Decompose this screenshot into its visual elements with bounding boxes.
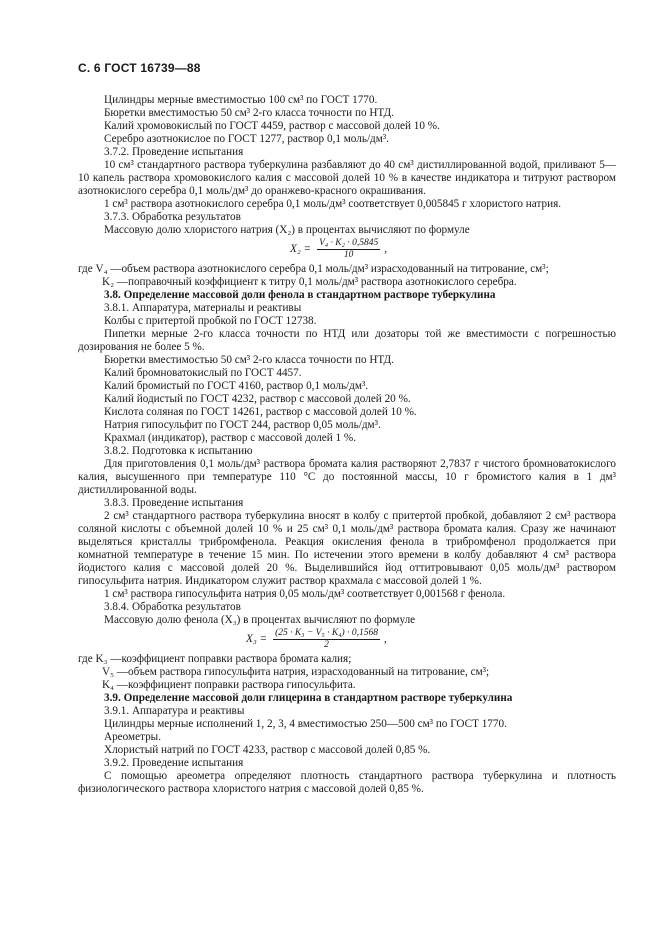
where-text: коэффициент поправки раствора гипосульфита. [127,679,356,691]
where-item [78,679,616,692]
formula-comma: , [384,243,387,255]
formula-numerator: (25 · K₃ − V₅ · K₄) · 0,1568 [275,628,378,638]
section-title: 3.9. Определение массовой доли глицерина в стандартном растворе туберкулина [104,692,513,704]
formula-lhs: X₃ = [246,633,268,645]
paragraph: Цилиндры мерные исполнений 1, 2, 3, 4 вместимостью 250—500 см³ по ГОСТ 1770. [104,718,507,730]
where-text: объем раствора гипосульфита натрия, израсходованный на титрование, см³; [127,666,490,678]
where-label: K₄ — [102,679,128,691]
paragraph: Калий бромистый по ГОСТ 4160, раствор 0,1 моль/дм³. [104,380,369,392]
where-item [78,653,616,666]
paragraph: С помощью ареометра определяют плотность стандартного раствора туберкулина и плотность физиологического раствора хлористого натрия с массовой долей 0,85 %. [78,770,616,795]
where-label: K₂ — [102,276,128,288]
section-heading: 3.8.3. Проведение испытания [104,497,244,509]
paragraph: Массовую долю хлористого натрия (X₂) в процентах вычисляют по формуле [104,224,470,236]
where-item [78,263,616,276]
paragraph: Ареометры. [104,731,161,743]
paragraph: Хлористый натрий по ГОСТ 4233, раствор с массовой долей 0,85 %. [104,744,431,756]
paragraph: Пипетки мерные 2-го класса точности по НТД или дозаторы той же вместимости с погрешностью дозирования не более 5 %. [78,328,616,353]
formula-fraction [317,238,380,261]
section-heading: 3.8.2. Подготовка к испытанию [104,445,253,457]
formula-denominator: 2 [324,640,329,650]
formula-numerator: V₄ · K₂ · 0,5845 [319,238,379,248]
where-label: V₅ — [102,666,128,678]
paragraph: 2 см³ стандартного раствора туберкулина вносят в колбу с притертой пробкой, добавляют 2 см³ раствора соляной кислоты с объемной долей 10 % и 25 см³ 0,1 моль/дм³ раствора бромата калия. Сразу же начинают выделяться кристаллы трибромфенола. Реакция окисления фенола в трибромфенол продолжается при комнатной температуре в течение 15 мин. По истечении этого времени в колбу добавляют 4 см³ раствора йодистого калия с массовой долей 20 %. Выделившийся йод оттитровывают 0,05 моль/дм³ раствором гипосульфита натрия. Индикатором служит раствор крахмала с массовой долей 1 %. [78,510,616,587]
paragraph: Натрия гипосульфит по ГОСТ 244, раствор 0,05 моль/дм³. [104,419,381,431]
where-text: поправочный коэффициент к титру 0,1 моль/дм³ раствора азотнокислого серебра. [127,276,517,288]
where-label: где K₃ — [78,653,122,665]
section-heading: 3.7.3. Обработка результатов [104,211,241,223]
section-heading: 3.9.2. Проведение испытания [104,757,244,769]
section-heading: 3.7.2. Проведение испытания [104,146,244,158]
formula-x3 [78,628,616,651]
section-title: 3.8. Определение массовой доли фенола в стандартном растворе туберкулина [104,289,496,301]
section-heading: 3.8.1. Аппаратура, материалы и реактивы [104,302,302,314]
section-heading: 3.8.4. Обработка результатов [104,601,241,613]
formula-x2 [78,238,616,261]
section-heading: 3.9.1. Аппаратура и реактивы [104,705,245,717]
where-text: объем раствора азотнокислого серебра 0,1 моль/дм³ израсходованный на титрование, см³; [121,263,549,275]
paragraph: Для приготовления 0,1 моль/дм³ раствора бромата калия растворяют 2,7837 г чистого бромноватокислого калия, высушенного при температуре 110 °С до постоянной массы, 10 г бромистого калия в 1 дм³ дистиллированной воды. [78,458,616,496]
paragraph: 10 см³ стандартного раствора туберкулина разбавляют до 40 см³ дистиллированной водой, приливают 5—10 капель раствора хромовокислого калия с массовой долей 10 % в качестве индикатора и титруют раствором азотнокислого серебра 0,1 моль/дм³ до оранжево-красного окрашивания. [78,159,616,197]
where-item [78,666,616,679]
paragraph: Массовую долю фенола (X₃) в процентах вычисляют по формуле [104,614,416,626]
paragraph: Цилиндры мерные вместимостью 100 см³ по ГОСТ 1770. [104,94,378,106]
paragraph: Калий бромноватокислый по ГОСТ 4457. [104,367,302,379]
document-body [78,94,616,796]
paragraph: 1 см³ раствора азотнокислого серебра 0,1 моль/дм³ соответствует 0,005845 г хлористого натрия. [104,198,562,210]
paragraph: Бюретки вместимостью 50 см³ 2-го класса точности по НТД. [104,107,394,119]
formula-lhs: X₂ = [290,243,312,255]
paragraph: 1 см³ раствора гипосульфита натрия 0,05 моль/дм³ соответствует 0,001568 г фенола. [104,588,506,600]
formula-comma: , [383,633,387,645]
paragraph: Калий хромовокислый по ГОСТ 4459, раствор с массовой долей 10 %. [104,120,440,132]
formula-denominator: 10 [343,250,354,260]
paragraph: Бюретки вместимостью 50 см³ 2-го класса точности по НТД. [104,354,394,366]
paragraph: Калий йодистый по ГОСТ 4232, раствор с массовой долей 20 %. [104,393,411,405]
paragraph: Кислота соляная по ГОСТ 14261, раствор с массовой долей 10 %. [104,406,417,418]
where-item [78,276,616,289]
formula-fraction [273,628,380,651]
page-header: С. 6 ГОСТ 16739—88 [78,61,201,75]
where-label: где V₄ — [78,263,122,275]
paragraph: Колбы с притертой пробкой по ГОСТ 12738. [104,315,317,327]
paragraph: Крахмал (индикатор), раствор с массовой долей 1 %. [104,432,357,444]
where-text: коэффициент поправки раствора бромата калия; [121,653,352,665]
paragraph: Серебро азотнокислое по ГОСТ 1277, раствор 0,1 моль/дм³. [104,133,389,145]
